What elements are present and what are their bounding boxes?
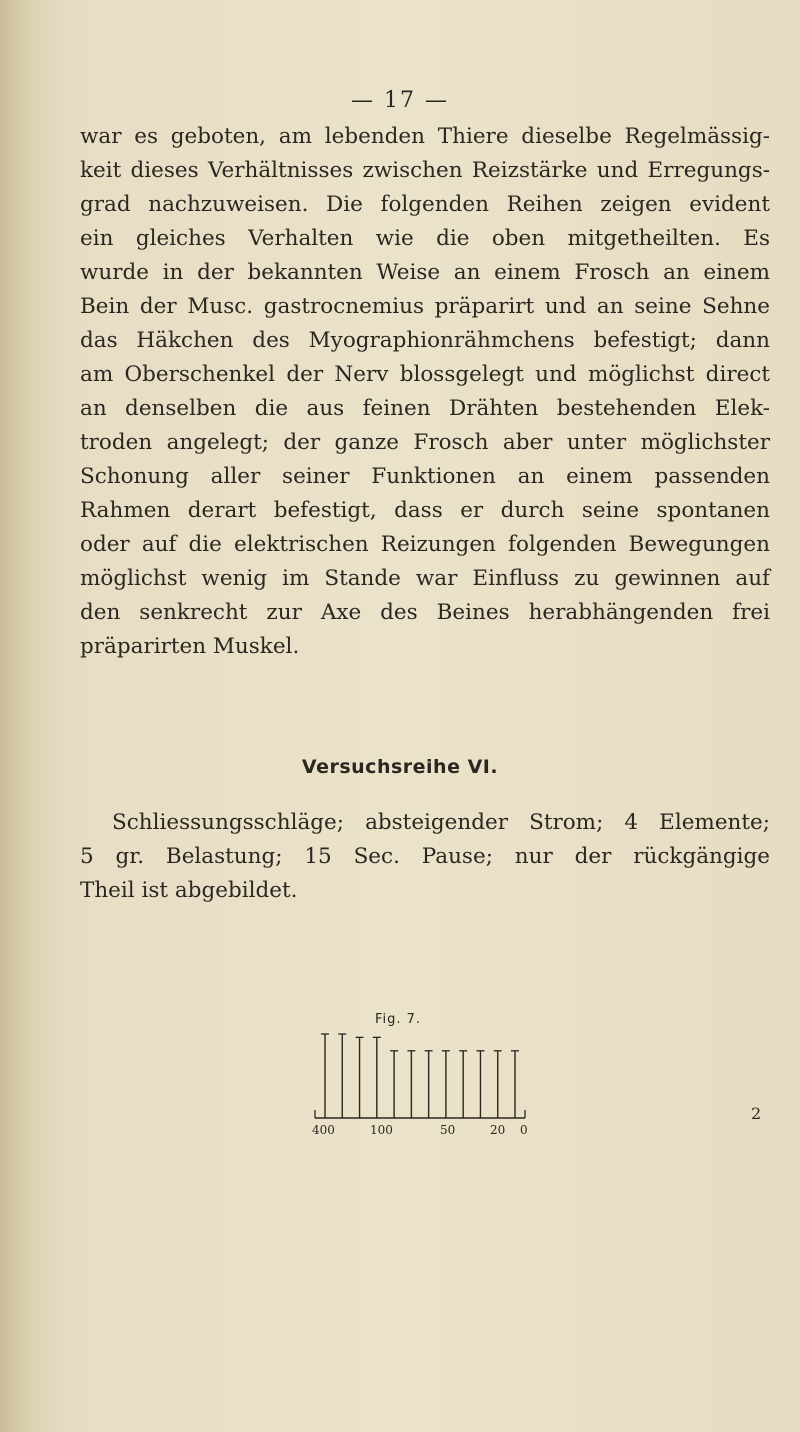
- tick-label: 100: [370, 1123, 393, 1137]
- body-line: das Häkchen des Myographionrähmchens befestigt; dann: [80, 328, 770, 353]
- page-number: — 17 —: [351, 88, 449, 113]
- body-line: Rahmen derart befestigt, dass er durch seine spontanen: [80, 498, 770, 523]
- tick-label: 20: [490, 1123, 506, 1137]
- body-line: an denselben die aus feinen Drähten bestehenden Elek-: [80, 396, 770, 421]
- body-line: war es geboten, am lebenden Thiere dieselbe Regelmässig-: [80, 124, 770, 149]
- section-heading: Versuchsreihe VI.: [301, 756, 499, 778]
- desc-line: Schliessungsschläge; absteigender Strom; 4 Elemente;: [112, 810, 770, 835]
- body-line: Schonung aller seiner Funktionen an einem passenden: [80, 464, 770, 489]
- body-paragraph: [80, 120, 770, 664]
- desc-line: Theil ist abgebildet.: [80, 878, 298, 903]
- body-line: möglichst wenig im Stande war Einfluss zu gewinnen auf: [80, 566, 770, 591]
- body-line: am Oberschenkel der Nerv blossgelegt und möglichst direct: [80, 362, 770, 387]
- corner-mark: 2: [751, 1104, 762, 1123]
- contraction-stroke: [459, 1051, 467, 1118]
- tick-label: 400: [312, 1123, 335, 1137]
- contraction-stroke: [494, 1051, 502, 1118]
- body-line: keit dieses Verhältnisses zwischen Reizstärke und Erregungs-: [80, 158, 770, 183]
- tick-label: 0: [520, 1123, 528, 1137]
- contraction-stroke: [425, 1051, 433, 1118]
- body-line: den senkrecht zur Axe des Beines herabhängenden frei: [80, 600, 770, 625]
- tick-label: 50: [440, 1123, 456, 1137]
- desc-line: 5 gr. Belastung; 15 Sec. Pause; nur der rückgängige: [80, 844, 770, 869]
- figure-7-chart: [300, 1030, 560, 1140]
- contraction-stroke: [476, 1051, 484, 1118]
- contraction-stroke: [511, 1051, 519, 1118]
- contraction-stroke: [356, 1037, 364, 1118]
- body-line: ein gleiches Verhalten wie die oben mitgetheilten. Es: [80, 226, 770, 251]
- body-line: präparirten Muskel.: [80, 634, 300, 659]
- figure-caption: Fig. 7.: [375, 1012, 422, 1027]
- body-line: Bein der Musc. gastrocnemius präparirt und an seine Sehne: [80, 294, 770, 319]
- body-line: oder auf die elektrischen Reizungen folgenden Bewegungen: [80, 532, 770, 557]
- experiment-description: [80, 806, 770, 908]
- body-line: grad nachzuweisen. Die folgenden Reihen zeigen evident: [80, 192, 770, 217]
- contraction-stroke: [338, 1034, 346, 1118]
- body-line: troden angelegt; der ganze Frosch aber unter möglichster: [80, 430, 770, 455]
- contraction-stroke: [407, 1051, 415, 1118]
- contraction-stroke: [442, 1051, 450, 1118]
- contraction-stroke: [390, 1051, 398, 1118]
- contraction-stroke: [373, 1037, 381, 1118]
- contraction-stroke: [321, 1034, 329, 1118]
- body-line: wurde in der bekannten Weise an einem Frosch an einem: [80, 260, 770, 285]
